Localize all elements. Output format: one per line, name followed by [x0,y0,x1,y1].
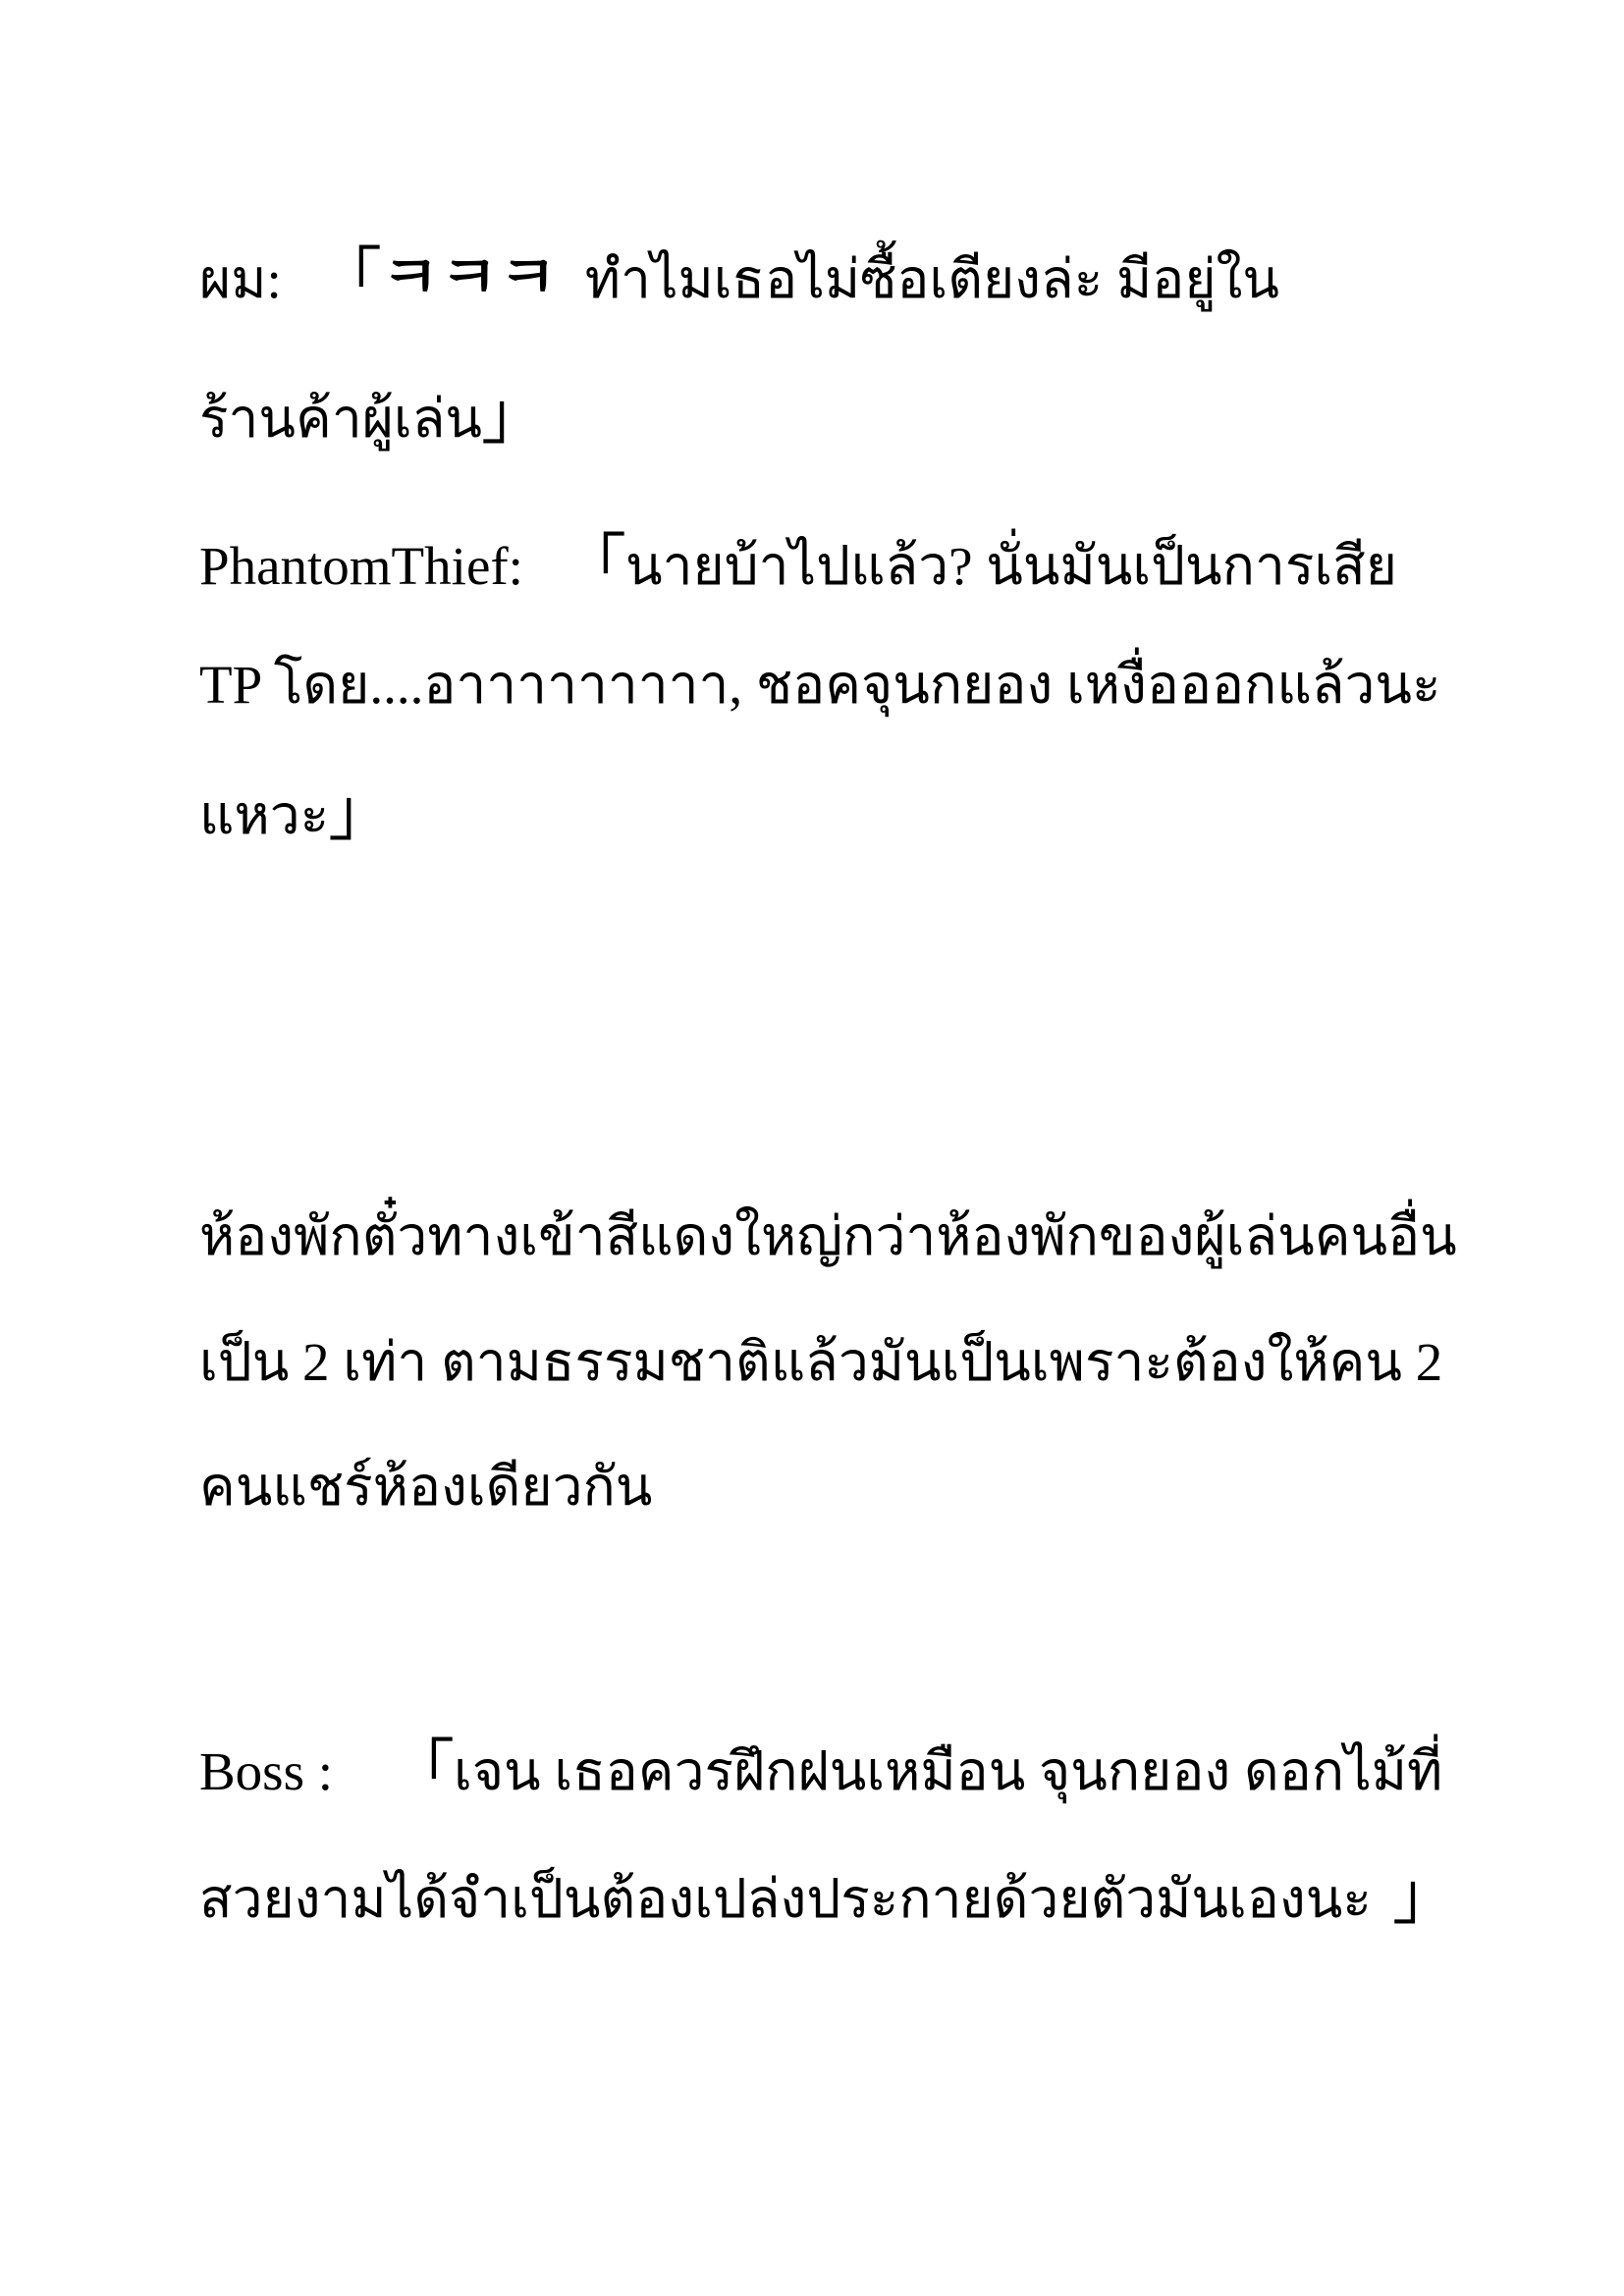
speaker-boss: Boss : [199,1741,334,1801]
open-bracket: 「 [320,243,382,311]
dialogue-3-line-1 [199,1735,1443,1803]
dialogue-1-text-2: ร้านค้าผู้เล่น [199,389,483,449]
dialogue-2-text-2: TP โดย....อาาาาาาาาา, ชอคจุนกยอง เหงื่อออกแล้วนะ [199,655,1441,715]
narration-line-3: คนแชร์ห้องเดียวกัน [199,1457,653,1517]
narration-line-1: ห้องพักตั๋วทางเข้าสีแดงใหญ่กว่าห้องพักของผู้เล่นคนอื่น [199,1206,1457,1266]
dialogue-2-line-1 [199,530,1397,598]
close-bracket: 」 [482,383,544,451]
dialogue-1-line-1 [199,243,1279,311]
dialogue-3-text-2: สวยงามได้จำเป็นต้องเปล่งประกายด้วยตัวมันเองนะ [199,1869,1372,1929]
narration-line-2: เป็น 2 เท่า ตามธรรมชาติแล้วมันเป็นเพราะต้องให้คน 2 [199,1332,1443,1392]
dialogue-3-line-2 [199,1863,1454,1931]
dialogue-1-line-2 [199,383,544,451]
laugh-text: ㅋㅋㅋ [381,243,558,311]
open-bracket: 「 [393,1735,455,1803]
dialogue-2-text-1: นายบ้าไปแล้ว? นั่นมันเป็นการเสีย [625,536,1397,596]
open-bracket: 「 [565,530,626,598]
dialogue-2-text-3: แหวะ [199,785,330,845]
speaker-phantomthief: PhantomThief: [199,536,523,596]
close-bracket: 」 [1392,1863,1454,1931]
dialogue-1-text-1: ทำไมเธอไม่ซื้อเตียงล่ะ มีอยู่ใน [584,249,1279,309]
dialogue-2-line-2 [199,655,1441,715]
speaker-me: ผม: [199,249,282,309]
dialogue-3-text-1: เจน เธอควรฝึกฝนเหมือน จุนกยอง ดอกไม้ที่ [454,1741,1443,1801]
dialogue-2-line-3 [199,779,391,847]
close-bracket: 」 [329,779,391,847]
